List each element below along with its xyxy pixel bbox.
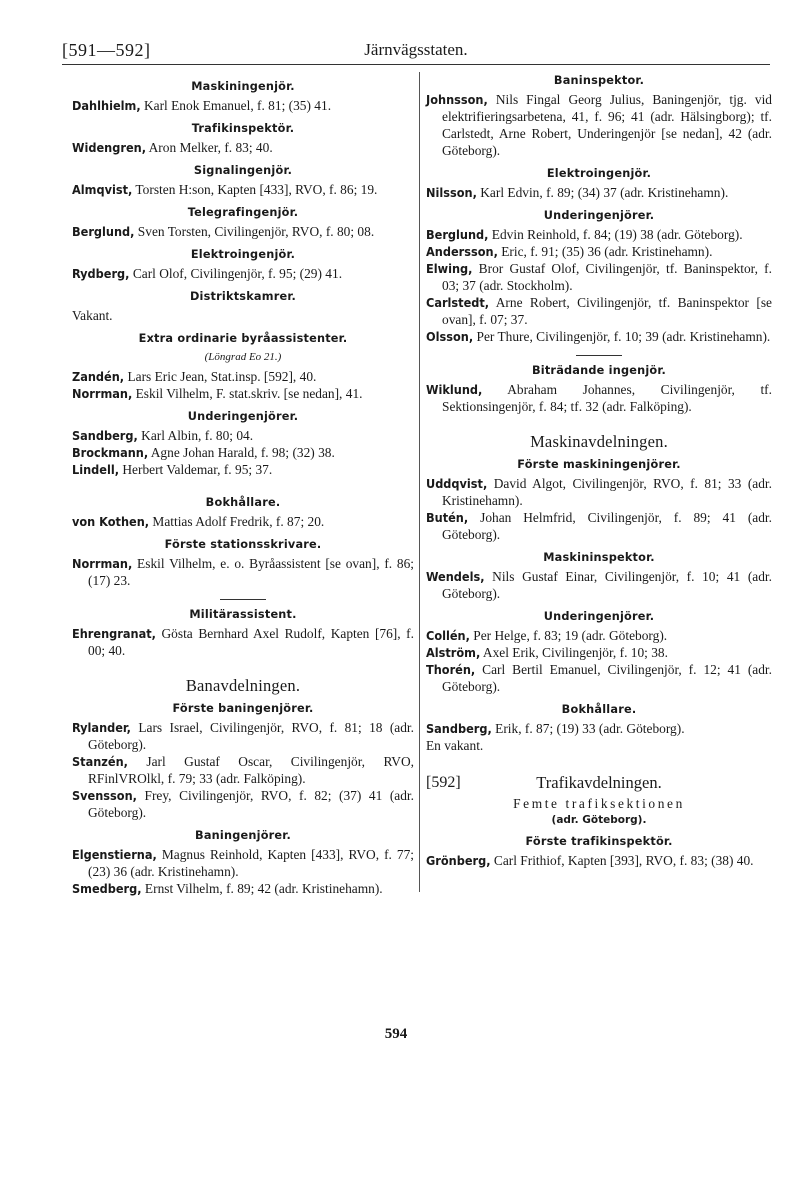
person-entry (72, 880, 414, 897)
person-entry (72, 368, 414, 385)
person-details: Nils Fingal Georg Julius, Baningenjör, tjg. vid elektrifieringsarbetena, 41, f. 96; 41 (adr. Hälsingborg); tf. Carlstedt, Arne Robert, Underingenjör [se nedan], 42 (adr. Göteborg). (442, 92, 772, 158)
person-entry (426, 627, 772, 644)
section-heading: Signalingenjör. (193, 164, 293, 177)
person-surname: Norrman, (72, 386, 133, 401)
section-heading: Förste stationsskrivare. (164, 538, 322, 551)
person-surname: Brockmann, (72, 445, 149, 460)
person-details: Bror Gustaf Olof, Civilingenjör, tf. Baninspektor, f. 03; 37 (adr. Stockholm). (442, 261, 772, 293)
person-entry (72, 625, 414, 659)
separator-rule (576, 355, 622, 356)
person-details: Gösta Bernhard Axel Rudolf, Kapten [76], f. 00; 40. (88, 626, 414, 658)
section-heading: Baninspektor. (553, 74, 645, 87)
person-entry (72, 181, 414, 198)
person-entry (72, 719, 414, 753)
department-title (426, 774, 772, 791)
person-entry (72, 846, 414, 880)
person-surname: Stanzén, (72, 754, 128, 769)
section-heading: Förste maskiningenjörer. (517, 458, 681, 471)
person-details: Sven Torsten, Civilingenjör, RVO, f. 80; 08. (134, 224, 375, 239)
section-heading: Underingenjörer. (543, 610, 655, 623)
person-entry (426, 243, 772, 260)
person-entry (426, 568, 772, 602)
person-entry (72, 787, 414, 821)
person-details: David Algot, Civilingenjör, RVO, f. 81; 33 (adr. Kristinehamn). (442, 476, 772, 508)
person-surname: Lindell, (72, 462, 120, 477)
person-entry (72, 265, 414, 282)
section-heading: Bokhållare. (561, 703, 637, 716)
person-surname: Svensson, (72, 788, 137, 803)
person-details: Ernst Vilhelm, f. 89; 42 (adr. Kristinehamn). (141, 881, 383, 896)
person-surname: Collén, (426, 628, 470, 643)
section-heading: Distriktskamrer. (189, 290, 297, 303)
person-details: Carl Olof, Civilingenjör, f. 95; (29) 41. (129, 266, 343, 281)
section-heading: Underingenjörer. (543, 209, 655, 222)
person-entry (426, 328, 772, 345)
person-entry (72, 513, 414, 530)
person-surname: Berglund, (72, 224, 135, 239)
person-surname: Alström, (426, 645, 481, 660)
person-details: Eskil Vilhelm, e. o. Byråassistent [se ovan], f. 86; (17) 23. (88, 556, 414, 588)
salary-grade-note: (Löngrad Eo 21.) (204, 351, 282, 363)
person-details: Nils Gustaf Einar, Civilingenjör, f. 10; 41 (adr. Göteborg). (442, 569, 772, 601)
person-entry (72, 461, 414, 478)
person-details: Magnus Reinhold, Kapten [433], RVO, f. 77; (23) 36 (adr. Kristinehamn). (88, 847, 414, 879)
running-title: Järnvägsstaten. (364, 40, 468, 59)
person-entry (72, 753, 414, 787)
section-heading: Bokhållare. (205, 496, 281, 509)
section-heading: Telegrafingenjör. (187, 206, 299, 219)
person-surname: Widengren, (72, 140, 147, 155)
person-details: Frey, Civilingenjör, RVO, f. 82; (37) 41 (adr. Göteborg). (88, 788, 414, 820)
person-surname: Wiklund, (426, 382, 483, 397)
person-details: Karl Albin, f. 80; 04. (137, 428, 254, 443)
person-details: Eric, f. 91; (35) 36 (adr. Kristinehamn). (497, 244, 713, 259)
section-heading: Elektroingenjör. (190, 248, 296, 261)
person-entry (426, 644, 772, 661)
person-details: Mattias Adolf Fredrik, f. 87; 20. (149, 514, 325, 529)
person-surname: Berglund, (426, 227, 489, 242)
section-heading: Förste trafikinspektör. (525, 835, 673, 848)
person-entry (72, 427, 414, 444)
column-divider (419, 72, 420, 892)
person-details: Per Helge, f. 83; 19 (adr. Göteborg). (469, 628, 668, 643)
person-entry (72, 555, 414, 589)
person-details: Karl Edvin, f. 89; (34) 37 (adr. Kristinehamn). (476, 185, 729, 200)
person-surname: Ehrengranat, (72, 626, 156, 641)
person-entry (426, 226, 772, 243)
person-details: Lars Eric Jean, Stat.insp. [592], 40. (124, 369, 317, 384)
person-details: Axel Erik, Civilingenjör, f. 10; 38. (480, 645, 668, 660)
person-surname: Norrman, (72, 556, 133, 571)
page-range-label: [591—592] (62, 40, 151, 60)
person-surname: Carlstedt, (426, 295, 490, 310)
person-details: Abraham Johannes, Civilingenjör, tf. Sektionsingenjör, f. 84; tf. 32 (adr. Falköping). (442, 382, 772, 414)
department-title: Maskinavdelningen. (530, 432, 668, 451)
person-details: Edvin Reinhold, f. 84; (19) 38 (adr. Göteborg). (488, 227, 743, 242)
person-surname: Thorén, (426, 662, 476, 677)
section-heading: Underingenjörer. (187, 410, 299, 423)
person-entry (72, 385, 414, 402)
page-number: 594 (384, 1026, 408, 1042)
address-note: (adr. Göteborg). (551, 814, 647, 826)
person-surname: Dahlhielm, (72, 98, 141, 113)
person-entry (72, 223, 414, 240)
person-details: Carl Bertil Emanuel, Civilingenjör, f. 12; 41 (adr. Göteborg). (442, 662, 772, 694)
left-column (72, 72, 414, 897)
person-details: Torsten H:son, Kapten [433], RVO, f. 86; 19. (132, 182, 378, 197)
person-entry (426, 720, 772, 737)
person-entry (426, 661, 772, 695)
section-heading: Biträdande ingenjör. (531, 364, 667, 377)
section-code: [592] (426, 774, 461, 791)
person-surname: Sandberg, (72, 428, 138, 443)
person-entry (426, 91, 772, 159)
person-details: Johan Helmfrid, Civilingenjör, f. 89; 41 (adr. Göteborg). (442, 510, 772, 542)
person-details: Arne Robert, Civilingenjör, tf. Baninspektor [se ovan], f. 07; 37. (442, 295, 772, 327)
person-details: Karl Enok Emanuel, f. 81; (35) 41. (140, 98, 332, 113)
section-heading: Extra ordinarie byråassistenter. (138, 332, 348, 345)
person-surname: Olsson, (426, 329, 474, 344)
person-entry (426, 852, 772, 869)
person-entry (426, 381, 772, 415)
person-entry (72, 139, 414, 156)
person-details: Carl Frithiof, Kapten [393], RVO, f. 83; (38) 40. (490, 853, 754, 868)
person-entry (72, 97, 414, 114)
section-heading: Maskininspektor. (543, 551, 655, 564)
page-header (62, 38, 770, 65)
person-surname: Nilsson, (426, 185, 477, 200)
department-name: Trafikavdelningen. (536, 773, 662, 792)
person-entry (426, 260, 772, 294)
person-entry (426, 509, 772, 543)
section-heading: Baningenjörer. (195, 829, 291, 842)
person-details: Lars Israel, Civilingenjör, RVO, f. 81; 18 (adr. Göteborg). (88, 720, 414, 752)
person-details: Erik, f. 87; (19) 33 (adr. Göteborg). (491, 721, 685, 736)
section-heading: Trafikinspektör. (191, 122, 295, 135)
person-surname: Zandén, (72, 369, 125, 384)
person-details: Eskil Vilhelm, F. stat.skriv. [se nedan], 41. (132, 386, 363, 401)
person-entry (72, 444, 414, 461)
person-surname: Almqvist, (72, 182, 133, 197)
person-details: Jarl Gustaf Oscar, Civilingenjör, RVO, RFinlVROlkl, f. 79; 33 (adr. Falköping). (88, 754, 414, 786)
person-surname: Butén, (426, 510, 469, 525)
person-surname: Elgenstierna, (72, 847, 157, 862)
person-surname: Wendels, (426, 569, 485, 584)
person-surname: Andersson, (426, 244, 498, 259)
section-heading: Maskiningenjör. (191, 80, 295, 93)
right-column (426, 72, 772, 869)
person-surname: Smedberg, (72, 881, 142, 896)
person-surname: Sandberg, (426, 721, 492, 736)
section-heading: Förste baningenjörer. (172, 702, 314, 715)
person-details: Herbert Valdemar, f. 95; 37. (119, 462, 273, 477)
person-details: Aron Melker, f. 83; 40. (146, 140, 273, 155)
person-surname: Elwing, (426, 261, 473, 276)
person-entry (426, 294, 772, 328)
person-details: Agne Johan Harald, f. 98; (32) 38. (148, 445, 335, 460)
person-details: Per Thure, Civilingenjör, f. 10; 39 (adr. Kristinehamn). (473, 329, 771, 344)
section-heading: Militärassistent. (189, 608, 297, 621)
subsection-title: Femte trafiksektionen (513, 796, 685, 811)
person-surname: von Kothen, (72, 514, 150, 529)
person-surname: Uddqvist, (426, 476, 488, 491)
person-surname: Grönberg, (426, 853, 491, 868)
separator-rule (220, 599, 266, 600)
person-entry (426, 475, 772, 509)
person-entry (426, 184, 772, 201)
person-surname: Rylander, (72, 720, 131, 735)
section-heading: Elektroingenjör. (546, 167, 652, 180)
department-title: Banavdelningen. (185, 676, 301, 695)
plain-text: En vakant. (426, 738, 484, 753)
plain-text: Vakant. (72, 308, 113, 323)
person-surname: Rydberg, (72, 266, 130, 281)
person-surname: Johnsson, (426, 92, 488, 107)
